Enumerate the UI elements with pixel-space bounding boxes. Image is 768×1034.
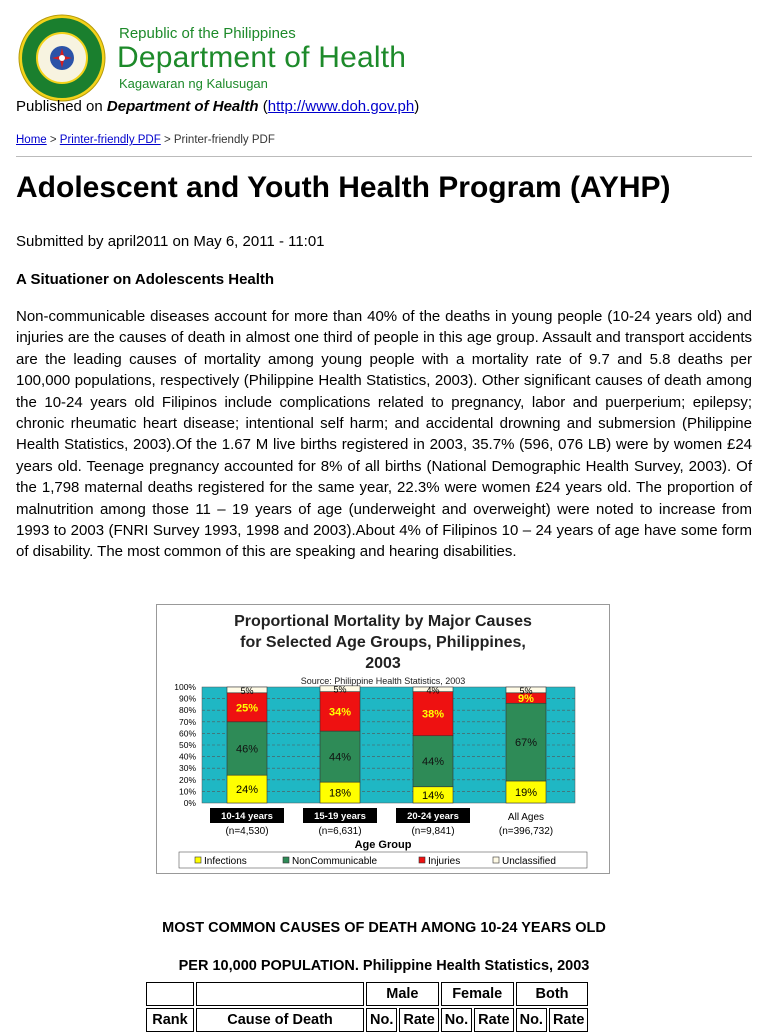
group-header-female: Female xyxy=(441,982,514,1006)
data-label: 44% xyxy=(328,751,352,764)
category-note: (n=6,631) xyxy=(318,826,362,837)
column-header: No. xyxy=(366,1008,397,1032)
data-label: 67% xyxy=(514,737,538,750)
y-tick-label: 30% xyxy=(178,763,196,774)
published-site: Department of Health xyxy=(106,98,259,115)
data-label: 14% xyxy=(421,789,445,802)
category-note: (n=9,841) xyxy=(411,826,455,837)
column-header: Rate xyxy=(549,1008,588,1032)
chart-title-line: Proportional Mortality by Major Causes xyxy=(234,613,532,630)
group-header-both: Both xyxy=(516,982,589,1006)
legend-label: NonCommunicable xyxy=(292,856,378,867)
chart-title-line: 2003 xyxy=(365,655,401,672)
category-label: 15-19 years xyxy=(314,811,366,822)
y-tick-label: 0% xyxy=(183,798,196,808)
table-subtitle: PER 10,000 POPULATION. Philippine Health Statistics, 2003 xyxy=(178,958,590,974)
y-tick-label: 10% xyxy=(178,786,196,797)
breadcrumb-separator: > xyxy=(46,134,60,146)
data-label: 38% xyxy=(421,708,445,721)
data-label: 5% xyxy=(333,684,347,695)
legend-label: Infections xyxy=(204,856,247,867)
data-label: 9% xyxy=(518,693,534,706)
breadcrumb-separator: > xyxy=(160,134,174,146)
column-header: Rate xyxy=(399,1008,438,1032)
table-title: MOST COMMON CAUSES OF DEATH AMONG 10-24 YEARS OLD xyxy=(162,920,606,936)
legend-swatch-injuries xyxy=(419,857,425,863)
data-label: 18% xyxy=(328,787,352,800)
category-note: (n=396,732) xyxy=(498,826,554,837)
data-label: 34% xyxy=(328,706,352,719)
department-name: Department of Health xyxy=(117,41,407,74)
column-header: No. xyxy=(441,1008,472,1032)
mortality-chart xyxy=(156,604,610,874)
published-line xyxy=(16,98,419,115)
breadcrumb-home-link[interactable]: Home xyxy=(16,134,47,146)
category-label: 20-24 years xyxy=(407,811,459,822)
data-label: 44% xyxy=(421,756,445,769)
y-tick-label: 90% xyxy=(178,693,196,704)
y-tick-label: 60% xyxy=(178,728,196,739)
category-note: (n=4,530) xyxy=(225,826,269,837)
chart-title-line: for Selected Age Groups, Philippines, xyxy=(240,634,526,651)
table-group-header-row xyxy=(146,982,588,1006)
article-subheading: A Situationer on Adolescents Health xyxy=(16,271,275,288)
legend-swatch-unclassified xyxy=(493,857,499,863)
legend-swatch-infections xyxy=(195,857,201,863)
table-header-row xyxy=(146,1008,588,1032)
table-cell-empty xyxy=(146,982,194,1006)
column-header: Rank xyxy=(146,1008,194,1032)
page-title: Adolescent and Youth Health Program (AYHP) xyxy=(16,171,671,204)
republic-label: Republic of the Philippines xyxy=(119,25,296,42)
y-tick-label: 70% xyxy=(178,716,196,727)
article-body: Non-communicable diseases account for more than 40% of the deaths in young people (10-24 years old) and injuries are the causes of death in almost one third of people in this age group. Assault and transport accidents are the leading causes of mortality among young people with a mortality rate of 9.7 and 5.8 deaths per 100,000 populations, respectively (Philippine Health Statistics, 2003). Other significant causes of death among the 10-24 years old Filipinos include complications related to pregnancy, labor and puerperium; epilepsy; chronic rheumatic heart disease; intentional self harm; and accidental drowning and submersion (Philippine Health Statistics, 2003).Of the 1.67 M live births registered in 2003, 35.7% (596, 076 LB) were by women £24 years old. Teenage pregnancy accounted for 8% of all births (National Demographic Health Survey, 2003). Of the 1,798 maternal deaths registered for the same year, 22.3% were women £24 years old. The proportion of malnutrition among those 11 – 19 years of age (underweight and overweight) were noted to increase from 1993 to 2003 (FNRI Survey 1993, 1998 and 2003).About 4% of Filipinos 10 – 24 years of age have some form of disability. The most common of this are speaking and hearing disabilities. xyxy=(16,308,752,561)
category-label: All Ages xyxy=(507,812,545,823)
y-tick-label: 80% xyxy=(178,705,196,716)
data-label: 19% xyxy=(514,786,538,799)
breadcrumb-pdf-link[interactable]: Printer-friendly PDF xyxy=(59,134,161,146)
column-header: Rate xyxy=(474,1008,513,1032)
data-label: 25% xyxy=(235,702,259,715)
paren-close: ) xyxy=(414,98,420,115)
category-label: 10-14 years xyxy=(221,811,273,822)
legend-label: Injuries xyxy=(428,856,461,867)
site-header xyxy=(0,0,768,100)
legend-swatch-noncommunicable xyxy=(283,857,289,863)
submitted-line: Submitted by april2011 on May 6, 2011 - 11:01 xyxy=(16,233,325,250)
column-header: No. xyxy=(516,1008,547,1032)
doh-seal-logo xyxy=(18,14,106,102)
data-label: 4% xyxy=(426,685,440,696)
data-label: 5% xyxy=(240,685,254,696)
column-header: Cause of Death xyxy=(196,1008,364,1032)
data-label: 5% xyxy=(519,685,533,696)
data-label: 24% xyxy=(235,784,259,797)
published-prefix: Published on xyxy=(16,98,107,115)
breadcrumb xyxy=(16,134,275,146)
table-cell-empty xyxy=(196,982,364,1006)
chart-source: Source: Philippine Health Statistics, 2003 xyxy=(300,676,466,686)
department-subtitle: Kagawaran ng Kalusugan xyxy=(119,76,268,91)
y-tick-label: 50% xyxy=(178,740,196,750)
x-axis-label: Age Group xyxy=(354,839,412,851)
paren-open: ( xyxy=(258,98,268,115)
y-tick-label: 40% xyxy=(178,751,196,762)
breadcrumb-current: Printer-friendly PDF xyxy=(173,134,275,146)
divider xyxy=(16,156,752,157)
group-header-male: Male xyxy=(366,982,439,1006)
causes-of-death-table xyxy=(144,980,590,1034)
chart-canvas xyxy=(157,605,609,873)
data-label: 46% xyxy=(235,743,259,756)
y-tick-label: 20% xyxy=(178,774,196,785)
legend-label: Unclassified xyxy=(502,856,556,867)
site-url-link[interactable]: http://www.doh.gov.ph xyxy=(267,98,415,115)
y-tick-label: 100% xyxy=(174,682,196,692)
